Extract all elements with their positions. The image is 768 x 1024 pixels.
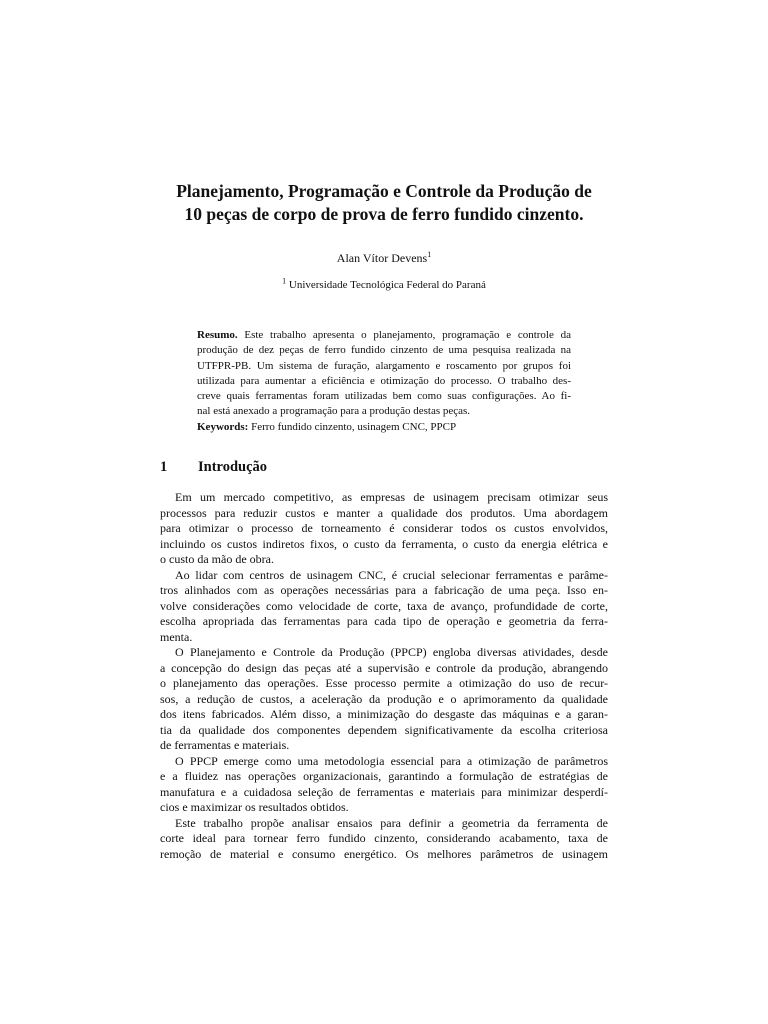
body-line: remoção de material e consumo energético. Os melhores parâmetros de usinagem (160, 846, 608, 861)
affiliation-text: Universidade Tecnológica Federal do Paraná (288, 279, 486, 291)
body-line: O Planejamento e Controle da Produção (PPCP) engloba diversas atividades, desde (175, 645, 608, 659)
body-line: e a fluidez nas operações organizacionais, garantindo a formulação de estratégias de (160, 769, 608, 783)
author (0, 250, 768, 266)
abstract-line: nal está anexado a programação para a produção destas peças. (197, 405, 471, 418)
abstract (197, 328, 571, 420)
section-number: 1 (160, 459, 168, 475)
abstract-line: creve quais ferramentas foram utilizadas bem como suas configurações. Ao fi- (197, 390, 571, 403)
body-line: o custo da mão de obra. (160, 552, 274, 566)
body-line: manufatura e a cuidadosa seleção de ferramentas e materiais para minimizar desperdí- (160, 784, 608, 799)
affiliation (0, 278, 768, 292)
body-line: menta. (160, 629, 193, 644)
body-line: O PPCP emerge como uma metodologia essencial para a otimização de parâmetros (175, 753, 608, 768)
body-line: Este trabalho propõe analisar ensaios para definir a geometria da ferramenta de (175, 815, 608, 830)
body-text (160, 490, 608, 862)
keywords (197, 420, 571, 435)
body-line: dos itens fabricados. Além disso, a minimização do desgaste das máquinas e a garan- (160, 707, 608, 721)
body-line: Ao lidar com centros de usinagem CNC, é crucial selecionar ferramentas e parâme- (175, 567, 608, 582)
section-title: Introdução (198, 459, 268, 475)
body-line: para otimizar o processo de torneamento é considerar todos os custos envolvidos, (160, 521, 608, 535)
affiliation-mark: 1 (282, 276, 287, 286)
abstract-line: utilizada para aumentar a eficiência e otimização do processo. O trabalho des- (197, 374, 571, 387)
abstract-line: UTFPR-PB. Um sistema de furação, alargamento e roscamento por grupos foi (197, 359, 571, 372)
keywords-text: Ferro fundido cinzento, usinagem CNC, PPCP (248, 421, 457, 433)
body-line: a concepção do design das peças até a supervisão e controle da produção, abrangendo (160, 660, 608, 675)
body-line: tia da qualidade dos componentes dependem significativamente da escolha criteriosa (160, 722, 608, 737)
body-line: processos para reduzir custos e manter a qualidade dos produtos. Uma abordagem (160, 505, 608, 520)
abstract-line: produção de dez peças de ferro fundido cinzento de uma pesquisa realizada na (197, 344, 571, 357)
body-line: o planejamento das operações. Esse processo permite a otimização do uso de recur- (160, 676, 608, 690)
body-line: escolha apropriada das ferramentas para cada tipo de operação e geometria da ferra- (160, 614, 608, 628)
body-line: cios e maximizar os resultados obtidos. (160, 800, 349, 814)
body-line: incluindo os custos indiretos fixos, o custo da ferramenta, o custo da energia elétrica e (160, 536, 608, 551)
body-line: corte ideal para tornear ferro fundido cinzento, considerando acabamento, taxa de (160, 831, 608, 845)
paper-title (100, 180, 668, 226)
body-line: volve considerações como velocidade de corte, taxa de avanço, profundidade de corte, (160, 598, 608, 613)
keywords-label: Keywords: (197, 421, 249, 433)
author-affiliation-mark: 1 (427, 250, 432, 259)
title-line-2: 10 peças de corpo de prova de ferro fundido cinzento. (184, 204, 584, 224)
author-name: Alan Vítor Devens (336, 251, 428, 265)
section-heading (160, 458, 267, 476)
abstract-line: Resumo. Este trabalho apresenta o planejamento, programação e controle da (197, 329, 571, 341)
title-line-1: Planejamento, Programação e Controle da Produção de (176, 181, 592, 201)
abstract-label: Resumo. (197, 329, 238, 341)
body-line: de ferramentas e materiais. (160, 738, 290, 752)
body-line: sos, a redução de custos, a aceleração da produção e o aprimoramento da qualidade (160, 691, 608, 706)
body-line: tros alinhados com as operações necessárias para a fabricação de uma peça. Isso en- (160, 583, 608, 597)
body-line: Em um mercado competitivo, as empresas de usinagem precisam otimizar seus (175, 490, 608, 504)
